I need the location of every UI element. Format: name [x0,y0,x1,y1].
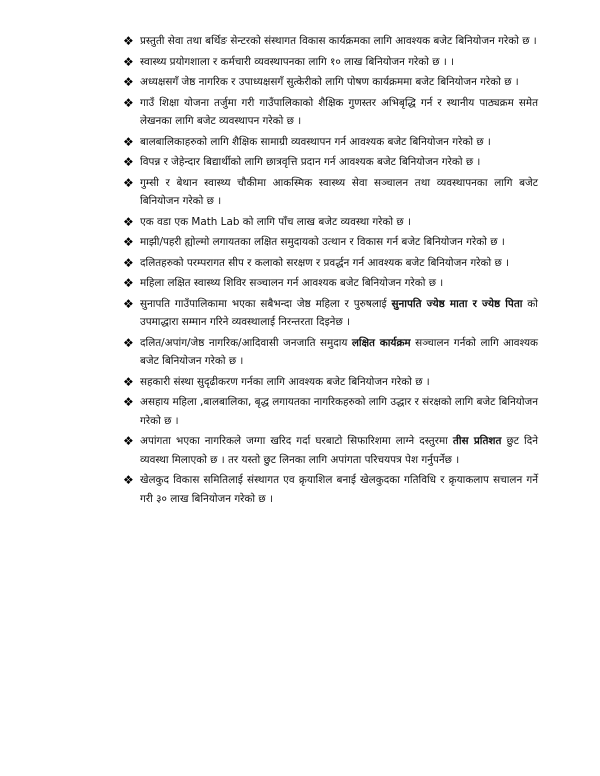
bold-text: लक्षित कार्यक्रम [351,336,411,349]
bullet-diamond-icon: ❖ [123,255,134,270]
bold-text: सुनापति ज्येष्ठ माता र ज्येष्ठ पिता [391,297,523,310]
bullet-diamond-icon: ❖ [123,75,134,89]
list-item-text [140,298,538,329]
list-item-text [140,474,538,505]
list-item-text [140,136,491,148]
list-item [124,53,538,72]
list-item-text [140,156,480,168]
bullet-diamond-icon: ❖ [123,155,134,169]
bold-text: तीस प्रतिशत [452,435,502,447]
text-segment: दलितहरुको परम्परागत सीप र कलाको सरक्षण र प्रवर्द्धन गर्न आवश्यक बजेट बिनियोजन गरेको छ । [140,256,509,269]
bullet-diamond-icon: ❖ [123,374,134,389]
list-item [124,295,538,332]
bullet-diamond-icon: ❖ [123,276,134,290]
bullet-diamond-icon: ❖ [123,214,134,229]
bullet-diamond-icon: ❖ [123,235,134,249]
bullet-diamond-icon: ❖ [123,395,134,409]
text-segment: को उपमाद्धारा सम्मान गरिने व्यवस्थालाई निरन्तरता दिइनेछ । [140,297,538,328]
text-segment: माझी/पहरी ह्योल्मो लगायतका लक्षित समुदायको उत्थान र विकास गर्न बजेट बिनियोजन गरेको छ । [140,236,505,248]
text-segment: सञ्चालन गर्नको लागि आवश्यक बजेट बिनियोजन गरेको छ । [140,336,538,367]
list-item-text [140,76,519,88]
text-segment: अध्यक्षसगँ जेष्ठ नागरिक र उपाध्यक्षसगँ सुत्केरीको लागि पोषण कार्यक्रममा बजेट बिनियोजन गरेको छ । [140,76,519,88]
text-segment: गुम्सी र बेथान स्वास्थ्य चौकीमा आकस्मिक स्वास्थ्य सेवा सञ्चालन तथा व्यवस्थापनका लागि बजेट बिनियोजन गरेको छ । [140,176,538,207]
text-segment: सुनापति गाउँपालिकामा भएका सबैभन्दा जेष्ठ महिला र पुरुषलाई [140,297,392,310]
list-item-text [140,337,538,368]
text-segment: अपांगता भएका नागरिकले जग्गा खरिद गर्दा घरबाटो सिफारिशमा लाग्ने दस्तुरमा [140,435,453,447]
list-item [124,274,538,293]
list-item [124,334,538,371]
list-item [124,254,538,273]
text-segment: स्वास्थ्य प्रयोगशाला र कर्मचारी व्यवस्थापनका लागि १० लाख बिनियोजन गरेको छ । । [140,55,455,68]
text-segment: सहकारी संस्था सुदृढीकरण गर्नका लागि आवश्यक बजेट बिनियोजन गरेको छ । [140,375,430,388]
bullet-diamond-icon: ❖ [123,54,134,69]
list-item [124,233,538,252]
bullet-diamond-icon: ❖ [123,175,134,190]
list-item [124,94,538,131]
text-segment: असहाय महिला ,बालबालिका, बृद्ध लगायतका नागरिकहरुको लागि उद्धार र संरक्षको लागि बजेट बिनियोजन गरेको छ । [140,396,538,427]
text-segment: गाउँ शिक्षा योजना तर्जुमा गरी गाउँपालिकाको शैक्षिक गुणस्तर अभिबृद्धि गर्न र स्थानीय पाठ्यक्रम समेत लेखनका लागि बजेट व्यवस्थापन गरेको छ । [140,96,538,127]
text-segment: विपन्न र जेहेन्दार बिद्यार्थीको लागि छात्रवृत्ति प्रदान गर्न आवश्यक बजेट बिनियोजन गरेको छ । [140,156,481,168]
list-item-text [140,396,538,427]
list-item [124,153,538,172]
text-segment: खेलकुद विकास समितिलाई संस्थागत एव क्रृयाशिल बनाई खेलकुदका गतिविधि र क्रृयाकलाप सचालन गर्ने गरी ३० लाख बिनियोजन गरेको छ । [140,474,538,505]
text-segment: एक वडा एक Math Lab को लागि पाँच लाख बजेट व्यवस्था गरेको छ । [140,215,411,228]
list-item [124,174,538,211]
list-item-text [140,236,505,248]
list-item-text [140,35,537,47]
list-item [124,213,538,232]
list-item [124,373,538,392]
list-item-text [140,435,538,466]
text-segment: दलित/अपांग/जेष्ठ नागरिक/आदिवासी जनजाति समुदाय [140,336,352,349]
list-item [124,32,538,51]
list-item-text [140,177,538,208]
list-item-text [140,97,538,128]
list-item-text [140,277,443,289]
list-item-text [140,257,509,269]
list-item [124,133,538,152]
bullet-diamond-icon: ❖ [123,34,134,48]
bullet-diamond-icon: ❖ [123,434,134,448]
text-segment: महिला लक्षित स्वास्थ्य शिविर सञ्चालन गर्न आवश्यक बजेट बिनियोजन गरेको छ । [140,277,444,289]
bullet-list [124,32,538,508]
list-item [124,471,538,508]
list-item [124,393,538,430]
list-item-text [140,216,411,228]
bullet-diamond-icon: ❖ [123,95,134,110]
list-item-text [140,56,454,68]
text-segment: छुट दिने व्यवस्था मिलाएको छ । तर यस्तो छुट लिनका लागि अपांगता परिचयपत्र पेश गर्नुपर्नेछ । [140,435,538,466]
text-segment: बालबालिकाहरुको लागि शैक्षिक सामाग्री व्यवस्थापन गर्न आवश्यक बजेट बिनियोजन गरेको छ । [140,135,491,148]
bullet-diamond-icon: ❖ [123,296,134,311]
text-segment: प्रस्तुती सेवा तथा बर्थिङ सेन्टरको संस्थागत विकास कार्यक्रमका लागि आवश्यक बजेट बिनियोजन गरेको छ । [140,35,537,47]
bullet-diamond-icon: ❖ [123,134,134,149]
bullet-diamond-icon: ❖ [123,335,134,350]
list-item-text [140,376,430,388]
list-item [124,73,538,92]
list-item [124,432,538,469]
bullet-diamond-icon: ❖ [123,473,134,487]
